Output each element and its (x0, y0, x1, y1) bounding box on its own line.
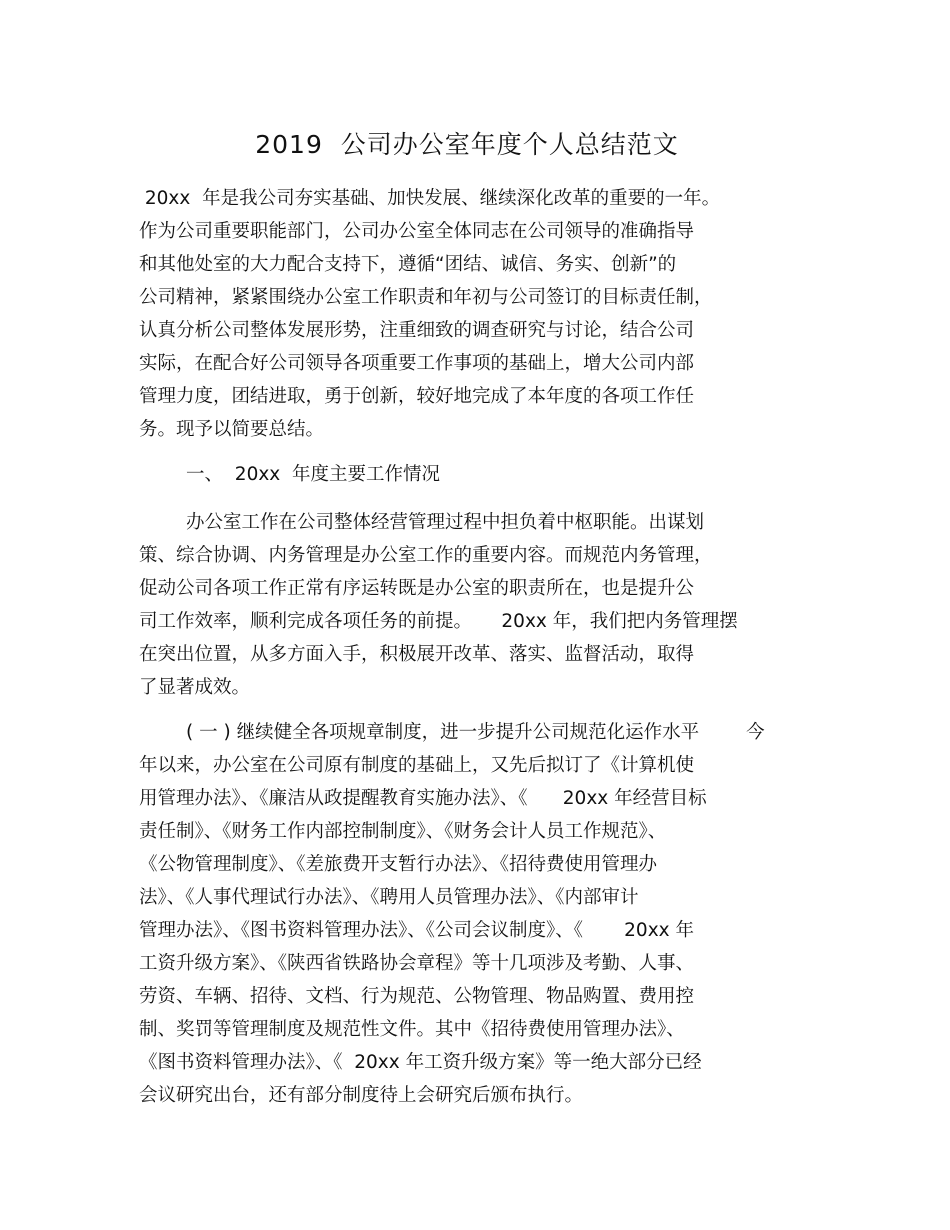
body-line: 了显著成效。 (139, 677, 251, 698)
body-line: 制、奖罚等管理制度及规范性文件。其中《招待费使用管理办法》、 (139, 1019, 685, 1040)
body-line: 司工作效率，顺利完成各项任务的前提。 20xx 年，我们把内务管理摆 (139, 611, 738, 632)
body-line: 《图书资料管理办法》、《 20xx 年工资升级方案》等一绝大部分已经 (139, 1052, 702, 1073)
body-line: 公司精神，紧紧围绕办公室工作职责和年初与公司签订的目标责任制， (139, 287, 713, 308)
body-line: 管理办法》、《图书资料管理办法》、《公司会议制度》、《 20xx 年 (139, 920, 694, 941)
section-heading: 一、 20xx 年度主要工作情况 (139, 464, 441, 485)
body-line: 办公室工作在公司整体经营管理过程中担负着中枢职能。出谋划 (139, 512, 705, 533)
body-line: 务。现予以简要总结。 (139, 419, 325, 440)
body-line: 用管理办法》、《廉洁从政提醒教育实施办法》、《 20xx 年经营目标 (139, 788, 707, 809)
body-line: 法》、《人事代理试行办法》、《聘用人员管理办法》、《内部审计 (139, 887, 639, 908)
body-line: 认真分析公司整体发展形势，注重细致的调查研究与讨论，结合公司 (139, 320, 695, 341)
body-line: 20xx 年是我公司夯实基础、加快发展、继续深化改革的重要的一年。 (139, 188, 721, 209)
body-line: 促动公司各项工作正常有序运转既是办公室的职责所在，也是提升公 (139, 578, 695, 599)
body-line: 管理力度，团结进取，勇于创新，较好地完成了本年度的各项工作任 (139, 386, 695, 407)
body-line: 实际，在配合好公司领导各项重要工作事项的基础上，增大公司内部 (139, 353, 695, 374)
body-line: 责任制》、《财务工作内部控制制度》、《财务会计人员工作规范》、 (139, 821, 667, 842)
body-line: 《公物管理制度》、《差旅费开支暂行办法》、《招待费使用管理办 (139, 854, 658, 875)
body-line: 和其他处室的大力配合支持下，遵循“团结、诚信、务实、创新”的 (139, 254, 677, 275)
body-line: 劳资、车辆、招待、文档、行为规范、公物管理、物品购置、费用控 (139, 986, 695, 1007)
body-line: 策、综合协调、内务管理是办公室工作的重要内容。而规范内务管理， (139, 545, 713, 566)
body-line: 在突出位置，从多方面入手，积极展开改革、落实、监督活动，取得 (139, 644, 695, 665)
body-line: 作为公司重要职能部门，公司办公室全体同志在公司领导的准确指导 (139, 221, 695, 242)
document-title: 2019 公司办公室年度个人总结范文 (255, 130, 679, 159)
body-line: 工资升级方案》、《陕西省铁路协会章程》等十几项涉及考勤、人事、 (139, 953, 695, 974)
body-line: 会议研究出台，还有部分制度待上会研究后颁布执行。 (139, 1085, 584, 1106)
subsection-line: ( 一 ) 继续健全各项规章制度，进一步提升公司规范化运作水平 今 (139, 722, 765, 743)
body-line: 年以来，办公室在公司原有制度的基础上，又先后拟订了《计算机使 (139, 755, 695, 776)
